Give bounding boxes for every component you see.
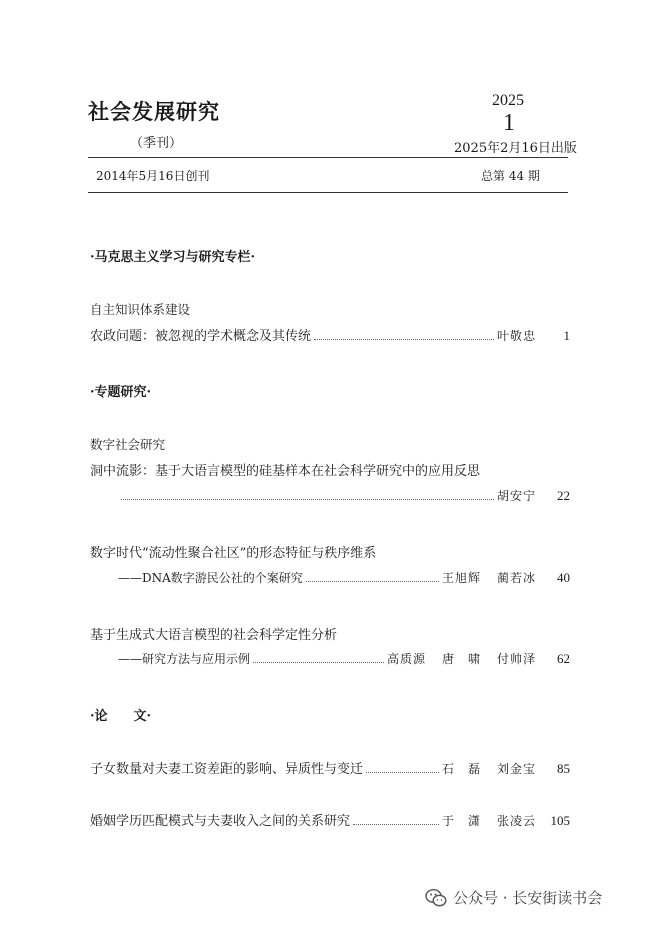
toc-entry-authors: 王旭辉 蔺若冰 xyxy=(441,571,536,585)
journal-frequency: （季刊） xyxy=(130,136,183,151)
toc-entry-authors: 石 磊 刘金宝 xyxy=(441,762,536,776)
dot-leader xyxy=(366,772,439,773)
founded-date: 2014年5月16日创刊 xyxy=(96,169,210,183)
dot-leader xyxy=(253,662,384,663)
toc-entry-title: 子女数量对夫妻工资差距的影响、异质性与变迁 xyxy=(90,762,364,777)
toc-entry-authors: 高质源 唐 啸 付帅泽 xyxy=(386,652,536,666)
toc-entry-title[interactable]: 洞中流影：基于大语言模型的硅基样本在社会科学研究中的应用反思 xyxy=(90,464,481,479)
toc-entry-page: 105 xyxy=(550,813,570,828)
toc-entry[interactable] xyxy=(90,758,570,777)
section-heading-special: ·专题研究· xyxy=(90,385,152,400)
subsection-digital-society: 数字社会研究 xyxy=(90,437,166,452)
toc-entry[interactable] xyxy=(90,810,570,829)
header-rule-bottom xyxy=(88,192,568,193)
section-heading-marxism: ·马克思主义学习与研究专栏· xyxy=(90,250,256,265)
toc-entry-subtitle: ——研究方法与应用示例 xyxy=(118,652,251,666)
issue-year: 2025 xyxy=(492,92,524,109)
toc-entry-subtitle: ——DNA数字游民公社的个案研究 xyxy=(118,571,303,585)
toc-entry[interactable] xyxy=(118,487,570,504)
toc-entry-authors: 于 潇 张凌云 xyxy=(441,814,536,828)
toc-entry-authors: 胡安宁 xyxy=(496,489,536,503)
watermark-text: 公众号 · 长安街读书会 xyxy=(453,889,603,907)
header-rule-top xyxy=(88,157,568,158)
toc-entry-page: 62 xyxy=(557,651,570,666)
toc-entry-authors: 叶敬忠 xyxy=(496,329,536,343)
journal-title: 社会发展研究 xyxy=(88,99,220,124)
issue-number: 1 xyxy=(503,110,515,136)
publish-date: 2025年2月16日出版 xyxy=(454,141,577,156)
toc-entry-title: 婚姻学历匹配模式与夫妻收入之间的关系研究 xyxy=(90,814,351,829)
dot-leader xyxy=(306,581,439,582)
dot-leader xyxy=(353,824,439,825)
toc-entry-title[interactable]: 数字时代“流动性聚合社区”的形态特征与秩序维系 xyxy=(90,546,377,561)
toc-entry-page: 40 xyxy=(557,570,570,585)
toc-entry-title[interactable]: 基于生成式大语言模型的社会科学定性分析 xyxy=(90,628,338,643)
total-issue: 总第 44 期 xyxy=(481,169,540,183)
toc-entry-title: 农政问题：被忽视的学术概念及其传统 xyxy=(90,329,312,344)
section-heading-papers: ·论 文· xyxy=(90,709,152,724)
toc-entry[interactable] xyxy=(90,325,570,344)
toc-entry-page: 22 xyxy=(557,488,570,503)
dot-leader xyxy=(121,499,494,500)
subsection-knowledge-system: 自主知识体系建设 xyxy=(90,302,191,317)
toc-entry[interactable] xyxy=(118,650,570,667)
wechat-icon xyxy=(425,888,447,908)
dot-leader xyxy=(314,339,494,340)
toc-entry-page: 1 xyxy=(563,328,570,343)
toc-entry[interactable] xyxy=(118,569,570,586)
watermark xyxy=(425,887,602,908)
toc-entry-page: 85 xyxy=(557,761,570,776)
